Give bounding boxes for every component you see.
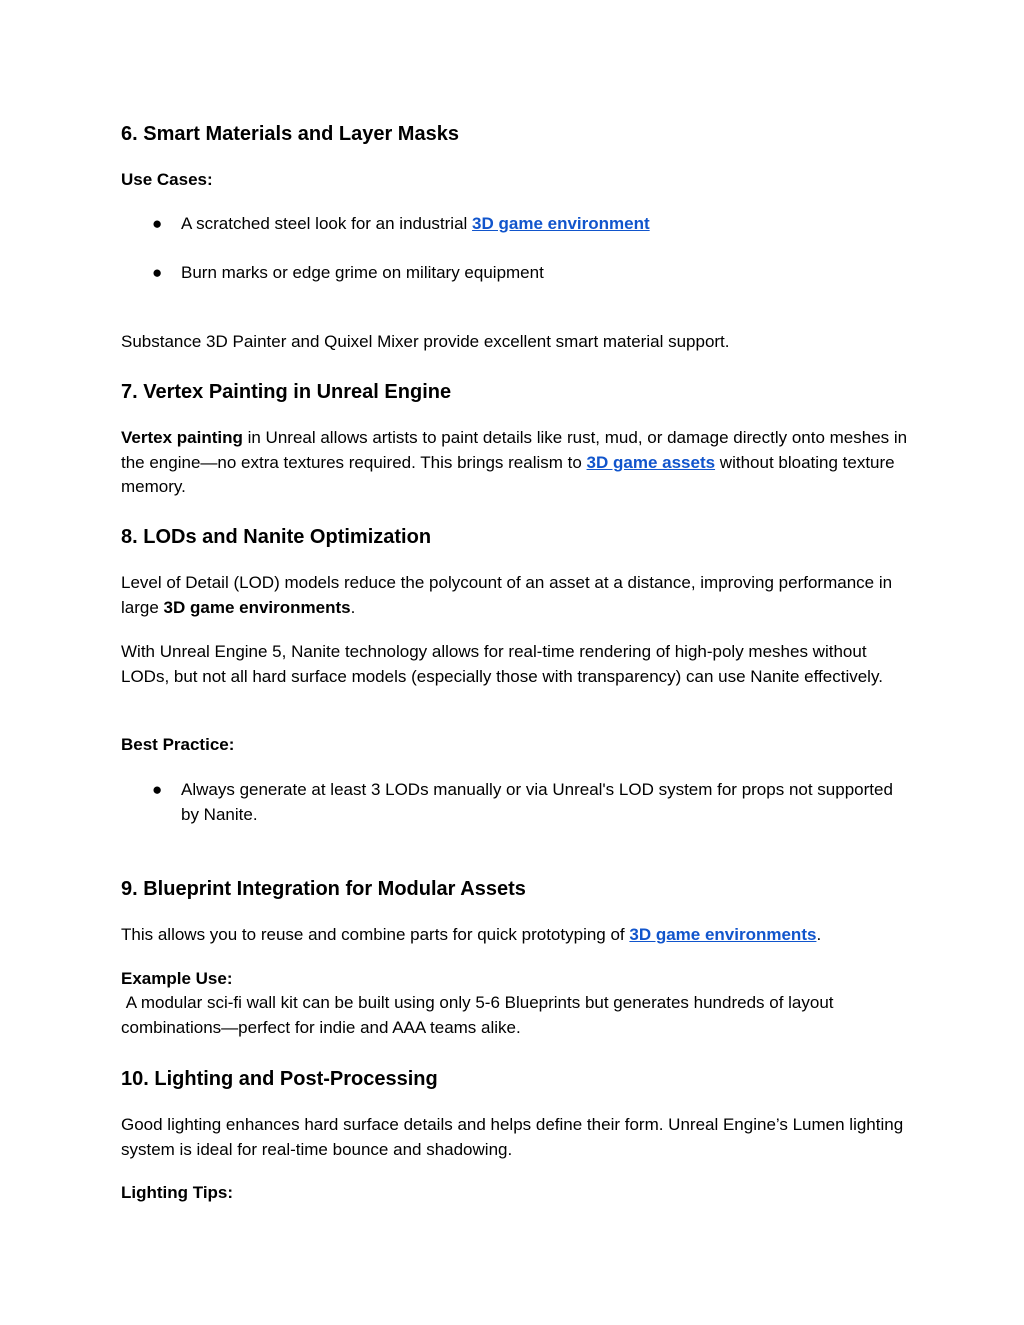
- heading-vertex-painting: 7. Vertex Painting in Unreal Engine: [121, 381, 452, 403]
- heading-smart-materials: 6. Smart Materials and Layer Masks: [121, 123, 459, 145]
- list-item: Always generate at least 3 LODs manually or via Unreal's LOD system for props not supported by Nanite.: [181, 780, 893, 824]
- bullet-icon: ●: [152, 214, 163, 233]
- bold-term: Vertex painting: [121, 428, 243, 447]
- link-3d-game-environment[interactable]: 3D game environment: [472, 214, 650, 233]
- paragraph-lod: Level of Detail (LOD) models reduce the polycount of an asset at a distance, improving performance in large 3D game environments.: [121, 573, 893, 617]
- bullet-icon: ●: [152, 263, 163, 282]
- bullet-icon: ●: [152, 780, 163, 799]
- list-item: Burn marks or edge grime on military equipment: [181, 263, 544, 282]
- link-3d-game-environments[interactable]: 3D game environments: [629, 925, 817, 944]
- example-use-label: Example Use:: [121, 969, 233, 988]
- paragraph-vertex-painting: Vertex painting in Unreal allows artists to paint details like rust, mud, or damage directly onto meshes in the engine—no extra textures required. This brings realism to 3D game assets without bloating texture memory.: [121, 428, 908, 496]
- lighting-tips-label: Lighting Tips:: [121, 1183, 234, 1202]
- paragraph-example: A modular sci-fi wall kit can be built using only 5-6 Blueprints but generates hundreds of layout combinations—perfect for indie and AAA teams alike.: [121, 993, 839, 1037]
- best-practice-label: Best Practice:: [121, 735, 235, 754]
- link-3d-game-assets[interactable]: 3D game assets: [586, 452, 716, 472]
- heading-blueprint-integration: 9. Blueprint Integration for Modular Assets: [121, 878, 526, 900]
- paragraph-blueprint: This allows you to reuse and combine parts for quick prototyping of 3D game environments.: [121, 925, 822, 944]
- use-cases-label: Use Cases:: [121, 170, 213, 189]
- paragraph-lighting: Good lighting enhances hard surface details and helps define their form. Unreal Engine’s Lumen lighting system is ideal for real-time bounce and shadowing.: [121, 1115, 904, 1159]
- paragraph-substance: Substance 3D Painter and Quixel Mixer provide excellent smart material support.: [121, 332, 730, 351]
- heading-lighting: 10. Lighting and Post-Processing: [121, 1068, 438, 1090]
- list-item: A scratched steel look for an industrial 3D game environment: [181, 214, 650, 233]
- bold-term: 3D game environments: [163, 597, 351, 617]
- paragraph-nanite: With Unreal Engine 5, Nanite technology allows for real-time rendering of high-poly meshes without LODs, but not all hard surface models (especially those with transparency) can use Nanite effectively.: [121, 642, 883, 686]
- heading-lods-nanite: 8. LODs and Nanite Optimization: [121, 526, 432, 548]
